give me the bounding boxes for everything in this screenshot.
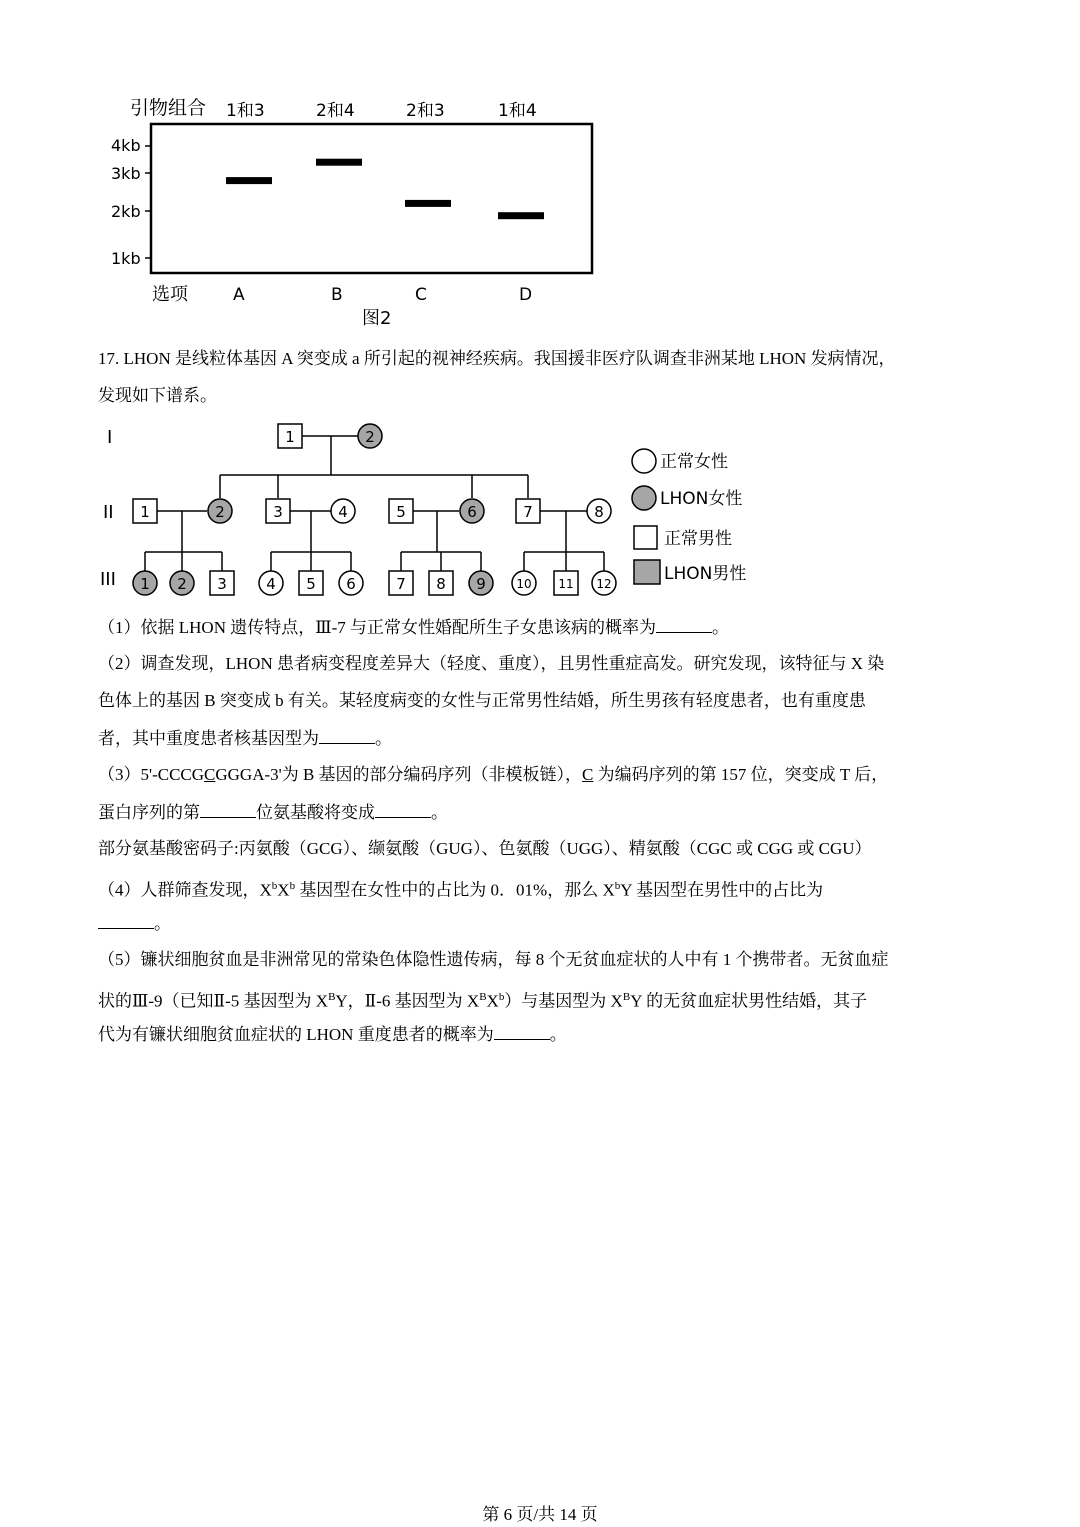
individual-number: 1 (140, 575, 150, 593)
individual-number: 6 (346, 575, 356, 593)
text-span: GGGA-3'为 B 基因的部分编码序列（非模板链）， (215, 765, 583, 784)
generation-label: III (100, 569, 116, 590)
punct: 。 (431, 803, 448, 822)
legend-lhon-female-symbol (632, 486, 656, 510)
legend-normal-male-symbol (634, 526, 657, 549)
answer-blank[interactable] (494, 1023, 550, 1040)
gel-band (316, 159, 362, 166)
question-4-line-2 (98, 912, 988, 935)
superscript: b (271, 880, 278, 892)
superscript: b (498, 991, 505, 1003)
text-span: ）与基因型为 X (504, 991, 623, 1011)
individual-number: 5 (306, 575, 316, 593)
gel-header-label: 引物组合 (130, 97, 207, 119)
individual-number: 3 (273, 503, 283, 521)
page-footer: 第 6 页/共 14 页 (482, 1505, 598, 1524)
answer-blank[interactable] (200, 801, 256, 818)
legend-lhon-male-symbol (634, 560, 660, 584)
question-5-line-3 (98, 1023, 988, 1046)
gel-lane-header: 1和4 (498, 101, 537, 121)
individual-number: 2 (177, 575, 187, 593)
gel-lane-header: 2和4 (316, 101, 355, 121)
question-1 (98, 616, 988, 639)
option-label: 选项 (152, 284, 188, 305)
option-letter: C (415, 285, 427, 305)
individual-number: 3 (217, 575, 227, 593)
option-letter: B (331, 285, 343, 305)
individual-number: 8 (594, 503, 604, 521)
individual-number: 8 (436, 575, 446, 593)
size-marker: 4kb (111, 136, 141, 155)
question-2-line-3 (98, 727, 988, 750)
size-marker: 3kb (111, 164, 141, 183)
punct: 。 (375, 729, 392, 748)
text-span: （3）5'-CCCG (98, 765, 205, 784)
superscript: B (622, 991, 631, 1003)
text-span: 代为有镰状细胞贫血症状的 LHON 重度患者的概率为 (98, 1025, 494, 1044)
gel-frame (151, 124, 592, 273)
punct: 。 (154, 914, 171, 933)
punct: 。 (549, 1025, 567, 1044)
individual-number: 4 (266, 575, 276, 593)
size-marker: 1kb (111, 249, 141, 268)
individual-number: 1 (285, 428, 295, 446)
superscript: B (479, 991, 487, 1003)
legend-label: 正常男性 (664, 529, 732, 549)
superscript: B (328, 991, 336, 1003)
individual-number: 7 (523, 503, 533, 521)
individual-number: 6 (467, 503, 477, 521)
option-letter: A (233, 285, 245, 305)
question-3-line-2 (98, 801, 988, 824)
gel-band (226, 177, 272, 184)
question-2-line-2: 色体上的基因 B 突变成 b 有关。某轻度病变的女性与正常男性结婚，所生男孩有轻度患者，也有重度患 (98, 691, 866, 710)
individual-number: 2 (365, 428, 375, 446)
legend-label: LHON男性 (664, 564, 747, 584)
text-span: 位氨基酸将变成 (256, 803, 375, 822)
codon-table-line: 部分氨基酸密码子:丙氨酸（GCG）、缬氨酸（GUG）、色氨酸（UGG）、精氨酸（CGC 或 CGG 或 CGU） (98, 839, 872, 858)
text-span: X (486, 991, 499, 1011)
superscript: b (614, 880, 621, 892)
text-span: 基因型在女性中的占比为 0．01%，那么 X (295, 880, 615, 900)
individual-number: 11 (558, 577, 574, 591)
punct: 。 (712, 618, 730, 637)
individual-number: 4 (338, 503, 348, 521)
underlined-base: C (582, 765, 594, 784)
question-5-line-2 (98, 986, 988, 1013)
question-2-text: 者，其中重度患者核基因型为 (98, 729, 319, 748)
gel-lane-header: 2和3 (406, 101, 445, 121)
question-2-line-1: （2）调查发现，LHON 患者病变程度差异大（轻度、重度），且男性重症高发。研究发现，该特征与 X 染 (98, 654, 885, 673)
option-letter: D (519, 285, 533, 305)
legend-normal-female-symbol (632, 449, 656, 473)
individual-number: 10 (516, 577, 532, 591)
individual-number: 12 (596, 577, 612, 591)
answer-blank[interactable] (656, 616, 712, 633)
answer-blank[interactable] (98, 912, 154, 929)
individual-number: 7 (396, 575, 406, 593)
generation-label: I (107, 427, 113, 448)
underlined-base: C (204, 765, 216, 784)
text-span: （4）人群筛查发现，X (98, 880, 272, 900)
pedigree-chart (0, 415, 1080, 605)
gel-lane-header: 1和3 (226, 101, 265, 121)
size-marker: 2kb (111, 202, 141, 221)
individual-number: 5 (396, 503, 406, 521)
individual-number: 1 (140, 503, 150, 521)
answer-blank[interactable] (319, 727, 375, 744)
figure-caption: 图2 (362, 308, 392, 329)
gel-band (498, 212, 544, 219)
legend-label: LHON女性 (660, 489, 743, 509)
text-span: Y，Ⅱ-6 基因型为 X (335, 991, 480, 1011)
question-5-line-1: （5）镰状细胞贫血是非洲常见的常染色体隐性遗传病，每 8 个无贫血症状的人中有 1 个携带者。无贫血症 (98, 950, 889, 969)
answer-blank[interactable] (375, 801, 431, 818)
text-span: X (277, 880, 290, 900)
gel-band (405, 200, 451, 207)
text-span: 蛋白序列的第 (98, 803, 200, 822)
question-1-text: （1）依据 LHON 遗传特点，Ⅲ-7 与正常女性婚配所生子女患该病的概率为 (98, 618, 657, 637)
text-span: Y 基因型在男性中的占比为 (620, 880, 824, 900)
individual-number: 2 (215, 503, 225, 521)
q17-intro-line-1: 17. LHON 是线粒体基因 A 突变成 a 所引起的视神经疾病。我国援非医疗队调查非洲某地 LHON 发病情况， (98, 349, 896, 368)
q17-intro-line-2: 发现如下谱系。 (98, 386, 217, 405)
text-span: Y 的无贫血症状男性结婚，其子 (630, 991, 868, 1011)
question-4-line-1 (98, 875, 988, 902)
superscript: b (289, 880, 296, 892)
generation-label: II (103, 502, 114, 523)
question-3-line-1 (98, 764, 988, 786)
individual-number: 9 (476, 575, 486, 593)
legend-label: 正常女性 (660, 452, 728, 472)
text-span: 为编码序列的第 157 位，突变成 T 后， (593, 765, 889, 784)
text-span: 状的Ⅲ-9（已知Ⅱ-5 基因型为 X (98, 991, 329, 1011)
